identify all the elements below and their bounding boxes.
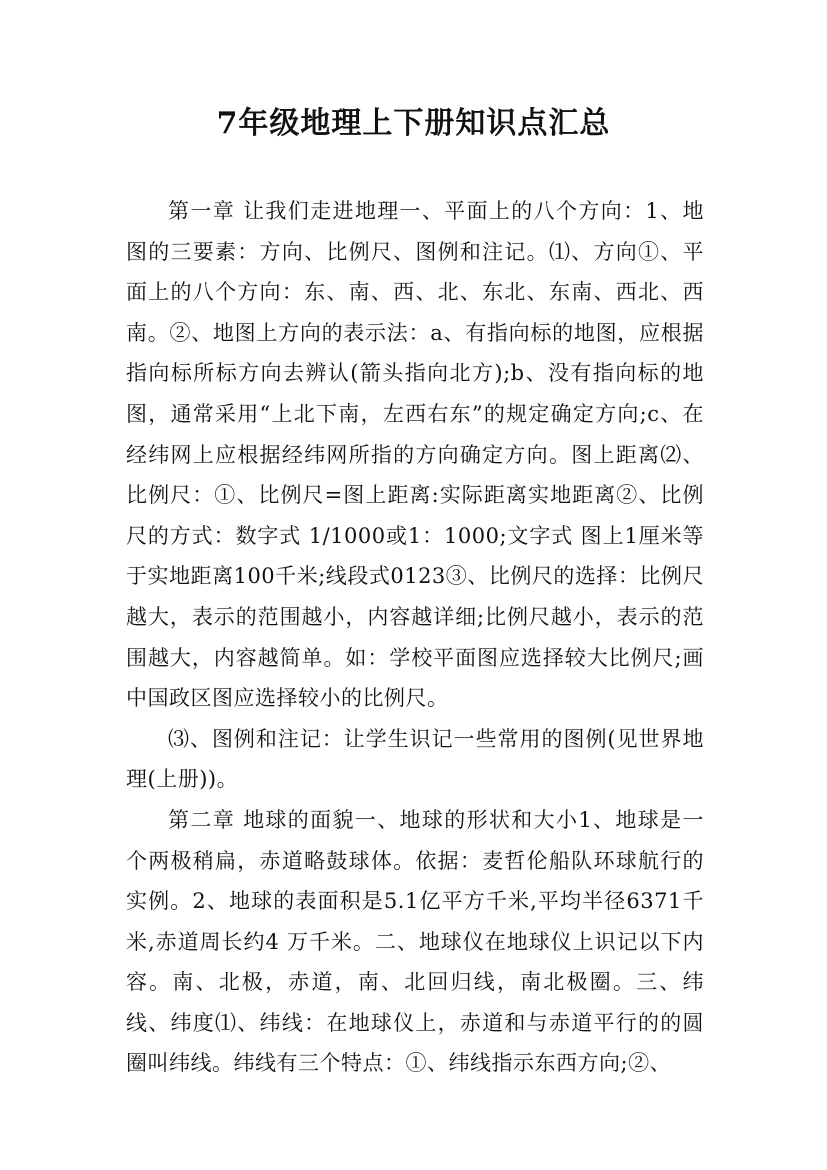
paragraph-legend-note: ⑶、图例和注记：让学生识记一些常用的图例(见世界地理(上册))。 bbox=[126, 726, 704, 792]
document-title: 7年级地理上下册知识点汇总 bbox=[216, 106, 611, 141]
paragraph-chapter-1: 第一章 让我们走进地理一、平面上的八个方向：1、地图的三要素：方向、比例尺、图例和注记。⑴、方向①、平面上的八个方向：东、南、西、北、东北、东南、西北、西南。②、地图上方向的表示法：a、有指向标的地图，应根据指向标所标方向去辨认(箭头指向北方);b、没有指向标的地图，通常采用“上北下南，左西右东”的规定确定方向;c、在经纬网上应根据经纬网所指的方向确定方向。图上距离⑵、比例尺：①、比例尺=图上距离:实际距离实地距离②、比例尺的方式：数字式 1/1000或1：1000;文字式 图上1厘米等于实地距离100千米;线段式0123③、比例尺的选择：比例尺越大，表示的范围越小，内容越详细;比例尺越小，表示的范围越大，内容越简单。如：学校平面图应选择较大比例尺;画中国政区图应选择较小的比例尺。 bbox=[126, 199, 704, 711]
paragraph-chapter-2: 第二章 地球的面貌一、地球的形状和大小1、地球是一个两极稍扁，赤道略鼓球体。依据：麦哲伦船队环球航行的实例。2、地球的表面积是5.1亿平方千米,平均半径6371千米,赤道周长约4 万千米。二、地球仪在地球仪上识记以下内容。南、北极，赤道，南、北回归线，南北极圈。三、纬线、纬度⑴、纬线：在地球仪上，赤道和与赤道平行的的圆圈叫纬线。纬线有三个特点：①、纬线指示东西方向;②、 bbox=[126, 807, 704, 1076]
document-body bbox=[126, 191, 704, 1084]
